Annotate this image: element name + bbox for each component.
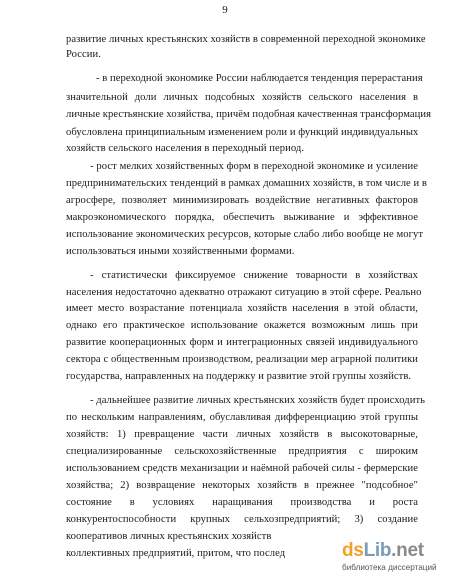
- text-line: хозяйства; 2) возвращение некоторых хозяйств в прежнее "подсобное": [66, 480, 418, 491]
- text-line: развитие кооперационных форм и интеграционных связей индивидуального: [66, 337, 418, 348]
- text-line: - статистически фиксируемое снижение товарности в хозяйствах: [90, 270, 418, 281]
- text-line: агросфере, позволяет минимизировать воздействие негативных факторов: [66, 195, 418, 206]
- text-line: кооперативов личных крестьянских хозяйств: [66, 531, 272, 542]
- text-line: макроэкономического порядка, обеспечить выживание и эффективное: [66, 212, 418, 223]
- text-line: России.: [66, 49, 101, 60]
- watermark: [340, 540, 444, 576]
- text-line: населения недостаточно адекватно отражают ситуацию в этой сфере. Реально: [66, 287, 422, 298]
- text-line: однако его практическое использование окажется возможным лишь при: [66, 320, 418, 331]
- text-line: - в переходной экономике России наблюдается тенденция перерастания: [96, 73, 423, 84]
- text-line: государства, направленных на поддержку и развитие этой группы хозяйств.: [66, 371, 412, 382]
- text-line: развитие личных крестьянских хозяйств в современной переходной экономике: [66, 34, 426, 45]
- text-line: - рост мелких хозяйственных форм в переходной экономике и усиление: [90, 161, 418, 172]
- text-line: личные крестьянские хозяйства, причём подобная качественная трансформация: [66, 109, 432, 120]
- text-line: конкурентоспособности крупных сельхозпредприятий; 3) создание: [66, 514, 418, 525]
- text-line: использование экономических ресурсов, которые слабо либо вообще не могут: [66, 229, 423, 240]
- text-line: значительной доли личных подсобных хозяйств сельского населения в: [66, 92, 418, 103]
- text-line: коллективных предприятий, притом, что послед: [66, 548, 286, 559]
- text-line: использоваться иными хозяйственными формами.: [66, 246, 295, 257]
- text-line: - дальнейшее развитие личных крестьянских хозяйств будет происходить: [90, 395, 426, 406]
- text-line: сектора с общественным производством, реализации мер аграрной политики: [66, 354, 418, 365]
- text-line: хозяйств сельского населения в переходный период.: [66, 143, 305, 154]
- text-line: использованием средств механизации и наёмной рабочей силы - фермерские: [66, 463, 418, 474]
- text-line: имеет место возрастание потенциала хозяйств населения в этой области,: [66, 303, 418, 314]
- watermark-logo: dsLib.net: [342, 540, 424, 561]
- page-number: 9: [222, 4, 228, 16]
- text-line: состояние в условиях наращивания производства и роста: [66, 497, 418, 508]
- text-line: по нескольким направлениям, обуславливая дифференциацию этой группы: [66, 412, 418, 423]
- text-line: хозяйств: 1) превращение части личных хозяйств в высокотоварные,: [66, 429, 418, 440]
- text-line: обусловлена принципиальным изменением роли и функций индивидуальных: [66, 127, 419, 138]
- watermark-subtitle: библиотека диссертаций: [342, 563, 437, 572]
- text-line: предпринимательских тенденций в рамках домашних хозяйств, в том числе и в: [66, 178, 427, 189]
- text-line: специализированные сельскохозяйственные предприятия с широким: [66, 446, 418, 457]
